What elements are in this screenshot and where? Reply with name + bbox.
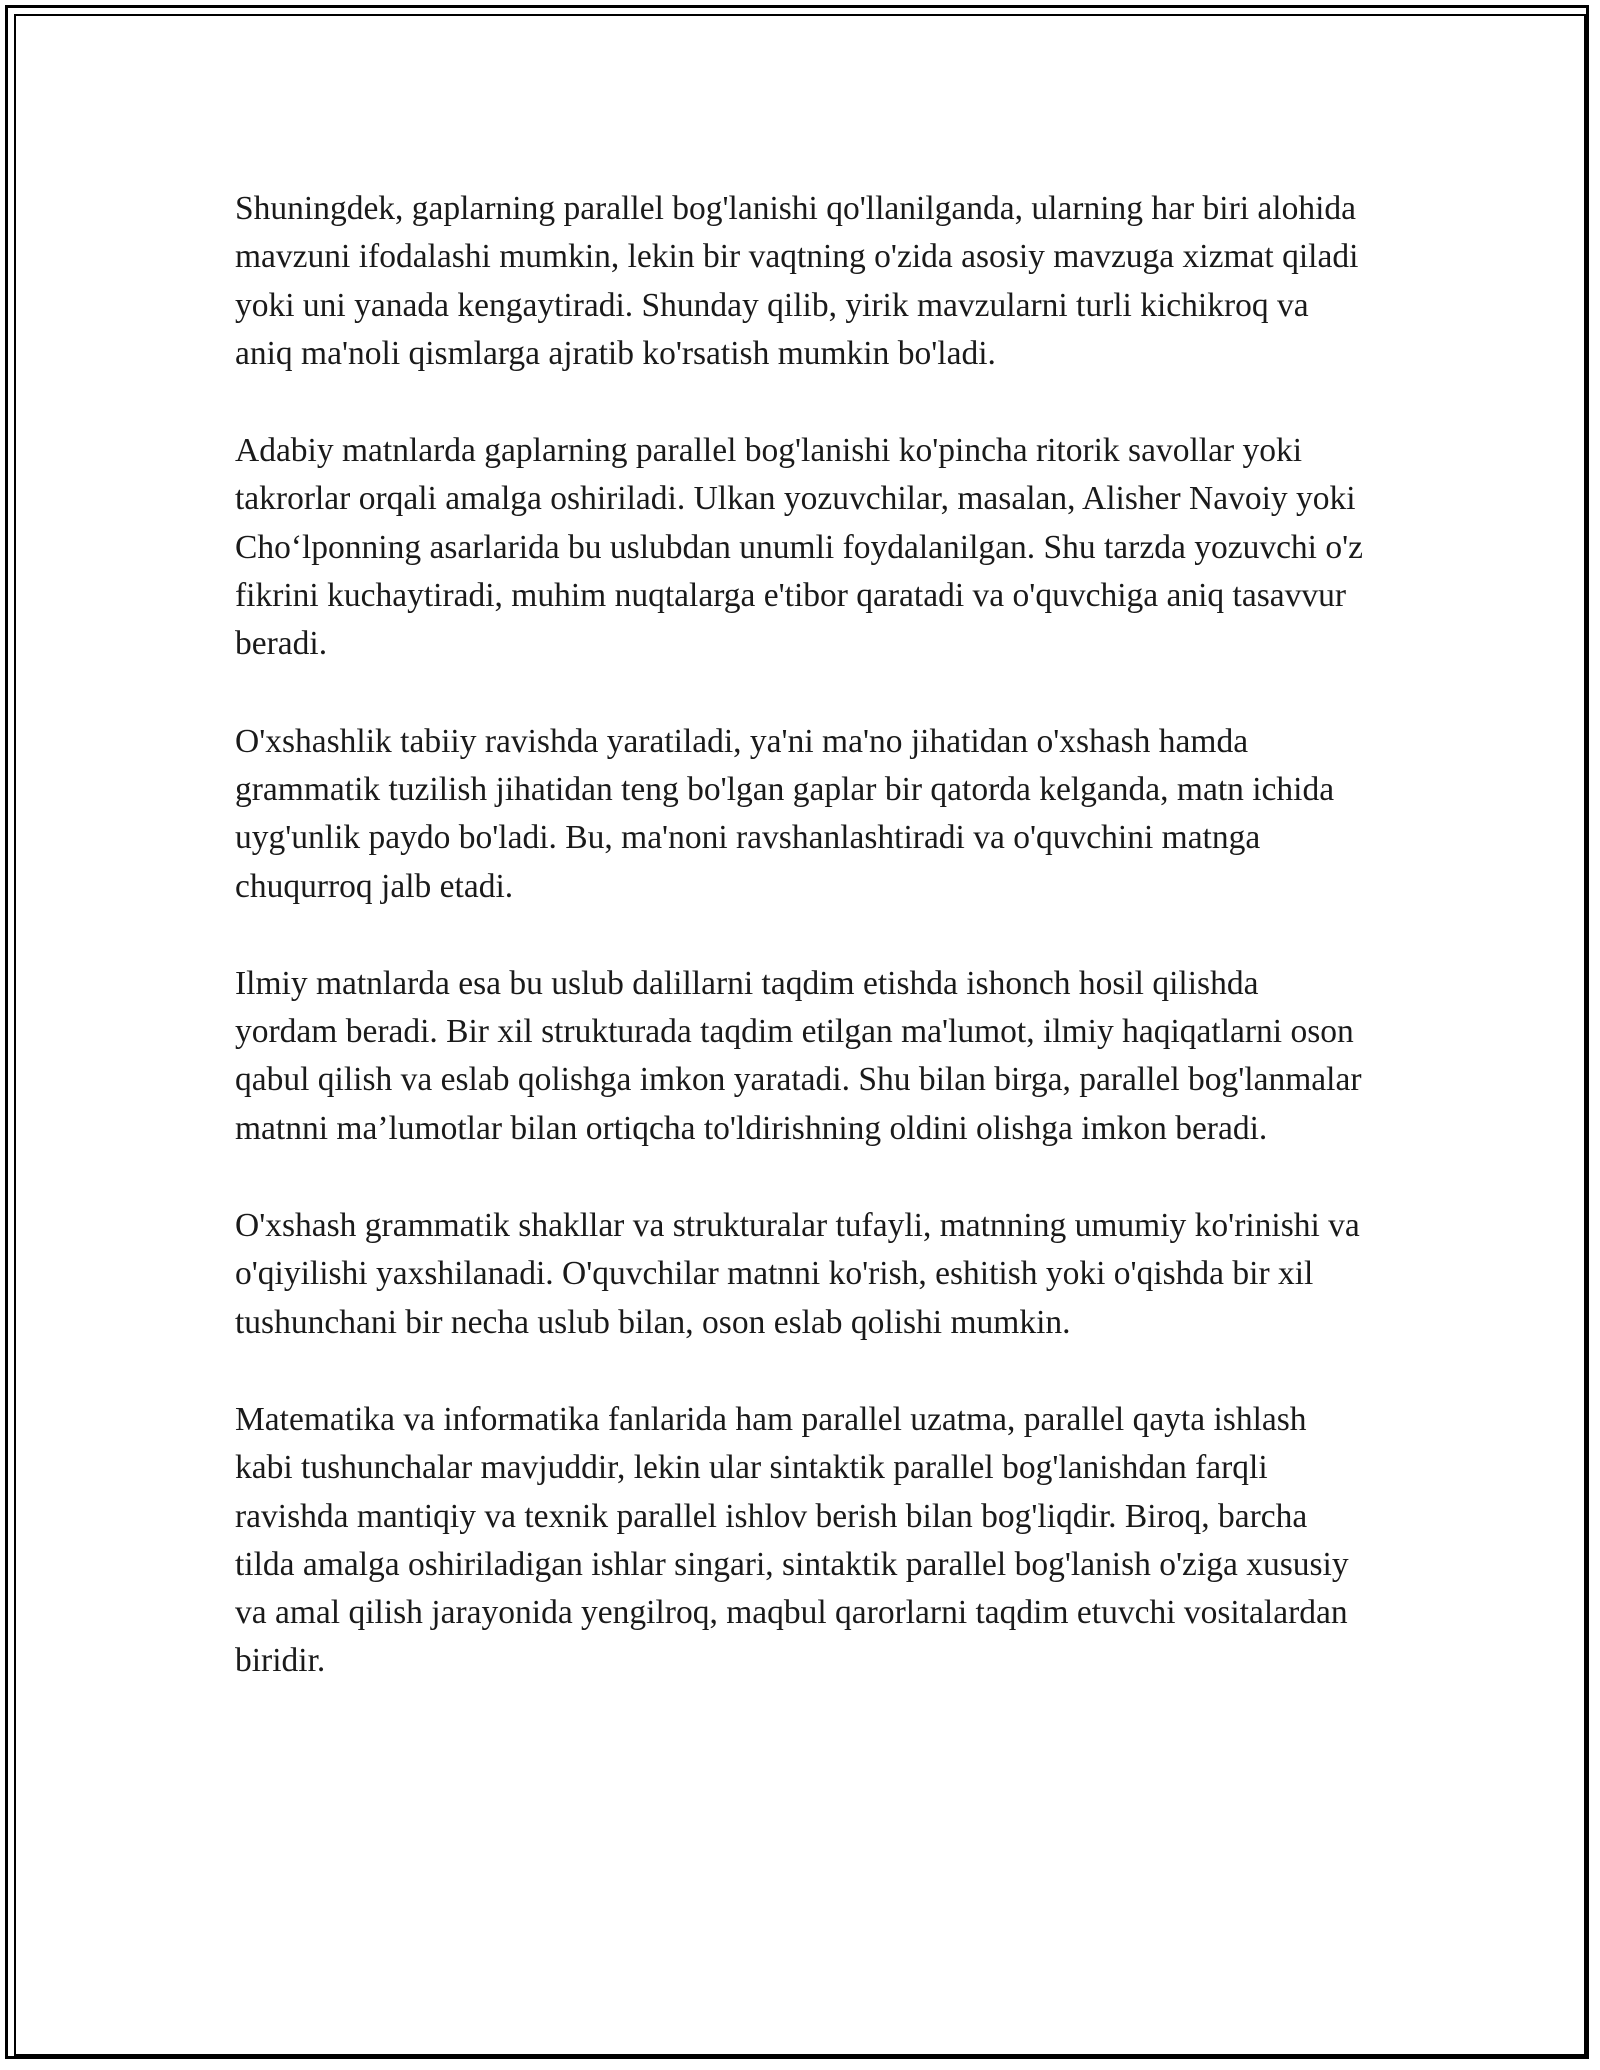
paragraph-2: Adabiy matnlarda gaplarning parallel bog'lanishi ko'pincha ritorik savollar yoki takrorlar orqali amalga oshiriladi. Ulkan yozuvchilar, masalan, Alisher Navoiy yoki Cho‘lponning asarlarida bu uslubdan unumli foydalanilgan. Shu tarzda yozuvchi o'z fikrini kuchaytiradi, muhim nuqtalarga e'tibor qaratadi va o'quvchiga aniq tasavvur beradi. [235,432,1364,663]
paragraph-6: Matematika va informatika fanlarida ham parallel uzatma, parallel qayta ishlash kabi tushunchalar mavjuddir, lekin ular sintaktik parallel bog'lanishdan farqli ravishda mantiqiy va texnik parallel ishlov berish bilan bog'liqdir. Biroq, barcha tilda amalga oshiriladigan ishlar singari, sintaktik parallel bog'lanish o'ziga xususiy va amal qilish jarayonida yengilroq, maqbul qarorlarni taqdim etuvchi vositalardan biridir. [235,1400,1349,1680]
paragraph-4: Ilmiy matnlarda esa bu uslub dalillarni taqdim etishda ishonch hosil qilishda yordam beradi. Bir xil strukturada taqdim etilgan ma'lumot, ilmiy haqiqatlarni oson qabul qilish va eslab qolishga imkon yaratadi. Shu bilan birga, parallel bog'lanmalar matnni ma’lumotlar bilan ortiqcha to'ldirishning oldini olishga imkon beradi. [235,964,1362,1147]
paragraph-1: Shuningdek, gaplarning parallel bog'lanishi qo'llanilganda, ularning har biri alohida mavzuni ifodalashi mumkin, lekin bir vaqtning o'zida asosiy mavzuga xizmat qiladi yoki uni yanada kengaytiradi. Shunday qilib, yirik mavzularni turli kichikroq va aniq ma'noli qismlarga ajratib ko'rsatish mumkin bo'ladi. [235,190,1359,372]
paragraph-3: O'xshashlik tabiiy ravishda yaratiladi, ya'ni ma'no jihatidan o'xshash hamda grammatik tuzilish jihatidan teng bo'lgan gaplar bir qatorda kelganda, matn ichida uyg'unlik paydo bo'ladi. Bu, ma'noni ravshanlashtiradi va o'quvchini matnga chuqurroq jalb etadi. [235,722,1335,905]
paragraph-5: O'xshash grammatik shakllar va strukturalar tufayli, matnning umumiy ko'rinishi va o'qiyilishi yaxshilanadi. O'quvchilar matnni ko'rish, eshitish yoki o'qishda bir xil tushunchani bir necha uslub bilan, oson eslab qolishi mumkin. [235,1207,1360,1341]
document-body [235,185,1365,1735]
